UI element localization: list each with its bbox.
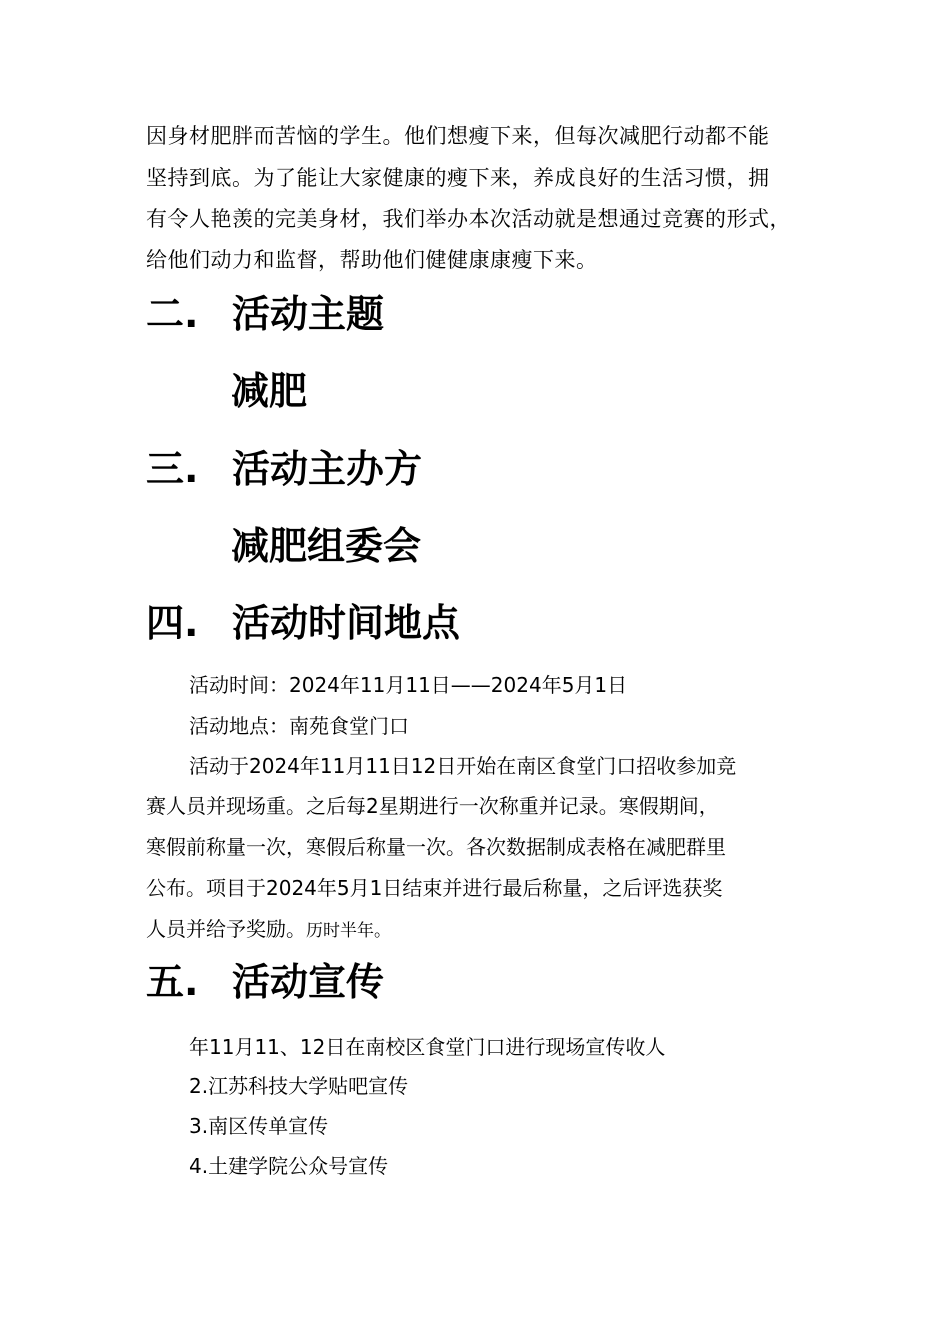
section-heading-time-place	[146, 598, 460, 648]
promotion-item: 年11月11、12日在南校区食堂门口进行现场宣传收人	[189, 1035, 666, 1059]
detail-line: 公布。项目于2024年5月1日结束并进行最后称量，之后评选获奖	[146, 876, 723, 900]
section-number: 三.	[146, 447, 199, 491]
intro-line: 给他们动力和监督，帮助他们健健康康瘦下来。	[146, 248, 598, 272]
intro-line: 因身材肥胖而苦恼的学生。他们想瘦下来，但每次减肥行动都不能	[146, 124, 770, 148]
section-title: 活动宣传	[232, 960, 385, 1004]
section-heading-theme	[146, 289, 384, 339]
section-content-theme: 减肥	[231, 369, 308, 413]
detail-line-last	[146, 914, 391, 946]
promotion-item: 4.土建学院公众号宣传	[189, 1154, 389, 1178]
detail-line: 寒假前称量一次，寒假后称量一次。各次数据制成表格在减肥群里	[146, 835, 726, 859]
section-number: 二.	[146, 292, 199, 336]
detail-last-small: 历时半年。	[306, 921, 391, 941]
section-heading-organizer	[146, 444, 422, 494]
detail-line: 活动于2024年11月11日12日开始在南区食堂门口招收参加竞	[189, 754, 737, 778]
activity-time: 活动时间：2024年11月11日——2024年5月1日	[189, 673, 628, 697]
promotion-item: 3.南区传单宣传	[189, 1114, 329, 1138]
promotion-item: 2.江苏科技大学贴吧宣传	[189, 1074, 409, 1098]
detail-line: 赛人员并现场重。之后每2星期进行一次称重并记录。寒假期间，	[146, 794, 719, 818]
intro-line: 有令人艳羡的完美身材，我们举办本次活动就是想通过竞赛的形式，	[146, 207, 791, 231]
section-title: 活动主题	[232, 292, 385, 336]
section-heading-promotion	[146, 957, 384, 1007]
section-number: 五.	[146, 960, 199, 1004]
section-title: 活动时间地点	[232, 601, 461, 645]
section-content-organizer: 减肥组委会	[231, 524, 422, 568]
intro-line: 坚持到底。为了能让大家健康的瘦下来，养成良好的生活习惯，拥	[146, 166, 770, 190]
detail-last-main: 人员并给予奖励。	[146, 917, 306, 941]
activity-place: 活动地点：南苑食堂门口	[189, 714, 409, 738]
section-title: 活动主办方	[232, 447, 423, 491]
section-number: 四.	[146, 601, 199, 645]
